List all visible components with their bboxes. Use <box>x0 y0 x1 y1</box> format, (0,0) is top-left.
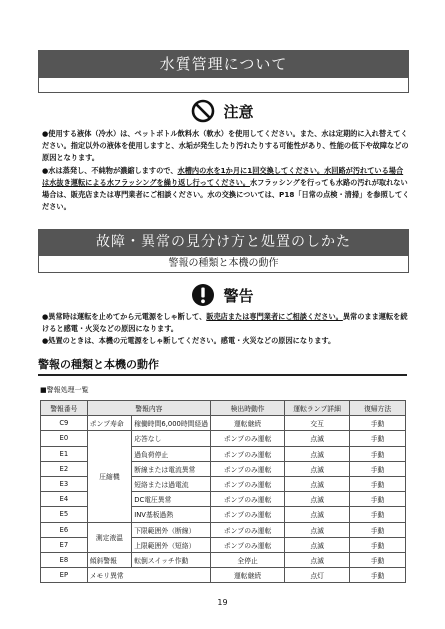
lamp-detail: 点滅 <box>285 446 350 461</box>
col-recovery: 復帰方法 <box>350 401 406 416</box>
col-lamp-detail: 運転ランプ詳細 <box>285 401 350 416</box>
recovery-method: 手動 <box>350 522 406 537</box>
table-row <box>41 568 406 583</box>
water-quality-subbar <box>39 77 408 92</box>
caution-heading <box>0 99 445 123</box>
lamp-detail: 点灯 <box>285 568 350 583</box>
lamp-detail: 点滅 <box>285 461 350 476</box>
warning-note-1-underlined: 販売店または専門業者にご相談ください。 <box>206 312 343 321</box>
alarm-detail: 短絡または過電流 <box>132 476 211 491</box>
alarm-section-title: 警報の種類と本機の動作 <box>38 356 407 376</box>
water-note-2 <box>42 165 410 214</box>
warning-note-1 <box>42 311 410 335</box>
detection-action: ポンプのみ運転 <box>211 446 285 461</box>
prohibition-icon <box>191 99 215 123</box>
water-quality-title: 水質管理について <box>39 51 408 77</box>
detection-action: 運転継続 <box>211 568 285 583</box>
recovery-method: 手動 <box>350 537 406 552</box>
table-header-row <box>41 401 406 416</box>
recovery-method: 手動 <box>350 507 406 522</box>
col-detection-action: 検出時動作 <box>211 401 285 416</box>
lamp-detail: 点滅 <box>285 492 350 507</box>
alarm-code: C9 <box>41 416 88 431</box>
lamp-detail: 点滅 <box>285 552 350 567</box>
fault-header <box>38 229 409 273</box>
caution-label: 注意 <box>223 102 254 121</box>
recovery-method: 手動 <box>350 476 406 491</box>
detection-action: ポンプのみ運転 <box>211 537 285 552</box>
alarm-code: E7 <box>41 537 88 552</box>
col-alarm-content: 警報内容 <box>87 401 210 416</box>
alarm-category: メモリ異常 <box>87 568 210 583</box>
lamp-detail: 点滅 <box>285 476 350 491</box>
alarm-code: E1 <box>41 446 88 461</box>
detection-action: ポンプのみ運転 <box>211 476 285 491</box>
alarm-category: 傾斜警報 <box>87 552 132 567</box>
detection-action: ポンプのみ運転 <box>211 522 285 537</box>
detection-action: ポンプのみ運転 <box>211 507 285 522</box>
alarm-table-caption: ■警報処理一覧 <box>40 386 89 394</box>
water-notes <box>42 128 410 213</box>
water-quality-header <box>38 50 409 93</box>
alarm-detail: DC電圧異常 <box>132 492 211 507</box>
warning-note-2: ●処置のときは、本機の元電源をしゃ断してください。感電・火災などの原因になります。 <box>42 336 336 346</box>
alarm-detail: 下限範囲外（断線） <box>132 522 211 537</box>
alarm-category: ポンプ寿命 <box>87 416 132 431</box>
col-alarm-number: 警報番号 <box>41 401 88 416</box>
water-note-2-underlined: 水槽内の水を1か月に1回交換してください。水回路が汚れている場合は水抜き運転による水フラッシングを繰り返し行ってください。 <box>42 165 404 187</box>
recovery-method: 手動 <box>350 568 406 583</box>
warning-label: 警告 <box>223 286 254 305</box>
detection-action: ポンプのみ運転 <box>211 492 285 507</box>
warning-notes <box>42 311 410 348</box>
alarm-detail: INV基板過熱 <box>132 507 211 522</box>
alarm-code: EP <box>41 568 88 583</box>
table-row <box>41 522 406 537</box>
recovery-method: 手動 <box>350 431 406 446</box>
alarm-category: 測定液温 <box>87 522 132 552</box>
lamp-detail: 点滅 <box>285 537 350 552</box>
alarm-detail: 断線または電流異常 <box>132 461 211 476</box>
water-note-2-tail: 水フラッシングを行っても水路の汚れが取れない場合は、販売店または専門業者にご相談ください。水の交換については、P18「日常の点検・清掃」を参照してください。 <box>42 177 410 212</box>
recovery-method: 手動 <box>350 416 406 431</box>
water-note-1: ●使用する液体（冷水）は、ペットボトル飲料水（軟水）を使用してください。また、水は定期的に入れ替えてください。指定以外の液体を使用しますと、水垢が発生したり汚れたりする可能性があり、性能の低下や故障などの原因となります。 <box>42 129 409 163</box>
recovery-method: 手動 <box>350 446 406 461</box>
detection-action: 全停止 <box>211 552 285 567</box>
recovery-method: 手動 <box>350 461 406 476</box>
lamp-detail: 点滅 <box>285 522 350 537</box>
water-note-2-lead: ●水は蒸発し、不純物が濃縮しますので、 <box>42 165 178 175</box>
alarm-code: E6 <box>41 522 88 537</box>
warning-note-1-lead: ●異常時は運転を止めてから元電源をしゃ断して、 <box>42 312 207 321</box>
alarm-category: 圧縮機 <box>87 431 132 522</box>
recovery-method: 手動 <box>350 492 406 507</box>
detection-action: 運転継続 <box>211 416 285 431</box>
alarm-code: E0 <box>41 431 88 446</box>
alarm-detail: 転倒スイッチ作動 <box>132 552 211 567</box>
alarm-detail: 稼働時間6,000時間経過 <box>132 416 211 431</box>
alarm-code: E4 <box>41 492 88 507</box>
exclamation-icon <box>191 283 215 307</box>
alarm-code: E8 <box>41 552 88 567</box>
alarm-detail: 応答なし <box>132 431 211 446</box>
alarm-code: E2 <box>41 461 88 476</box>
lamp-detail: 点滅 <box>285 507 350 522</box>
detection-action: ポンプのみ運転 <box>211 431 285 446</box>
warning-note-1-tail: 異常のまま運転を続けると感電・火災などの原因になります。 <box>42 312 408 334</box>
table-row <box>41 552 406 567</box>
lamp-detail: 点滅 <box>285 431 350 446</box>
alarm-detail: 過負荷停止 <box>132 446 211 461</box>
alarm-code: E5 <box>41 507 88 522</box>
table-row <box>41 416 406 431</box>
recovery-method: 手動 <box>350 552 406 567</box>
page-number: 19 <box>217 598 228 607</box>
alarm-table <box>40 400 406 583</box>
alarm-code: E3 <box>41 476 88 491</box>
lamp-detail: 交互 <box>285 416 350 431</box>
warning-heading <box>0 283 445 307</box>
alarm-detail: 上限範囲外（短絡） <box>132 537 211 552</box>
detection-action: ポンプのみ運転 <box>211 461 285 476</box>
fault-title: 故障・異常の見分け方と処置のしかた <box>39 230 408 255</box>
table-row <box>41 431 406 446</box>
fault-subtitle: 警報の種類と本機の動作 <box>39 255 408 272</box>
